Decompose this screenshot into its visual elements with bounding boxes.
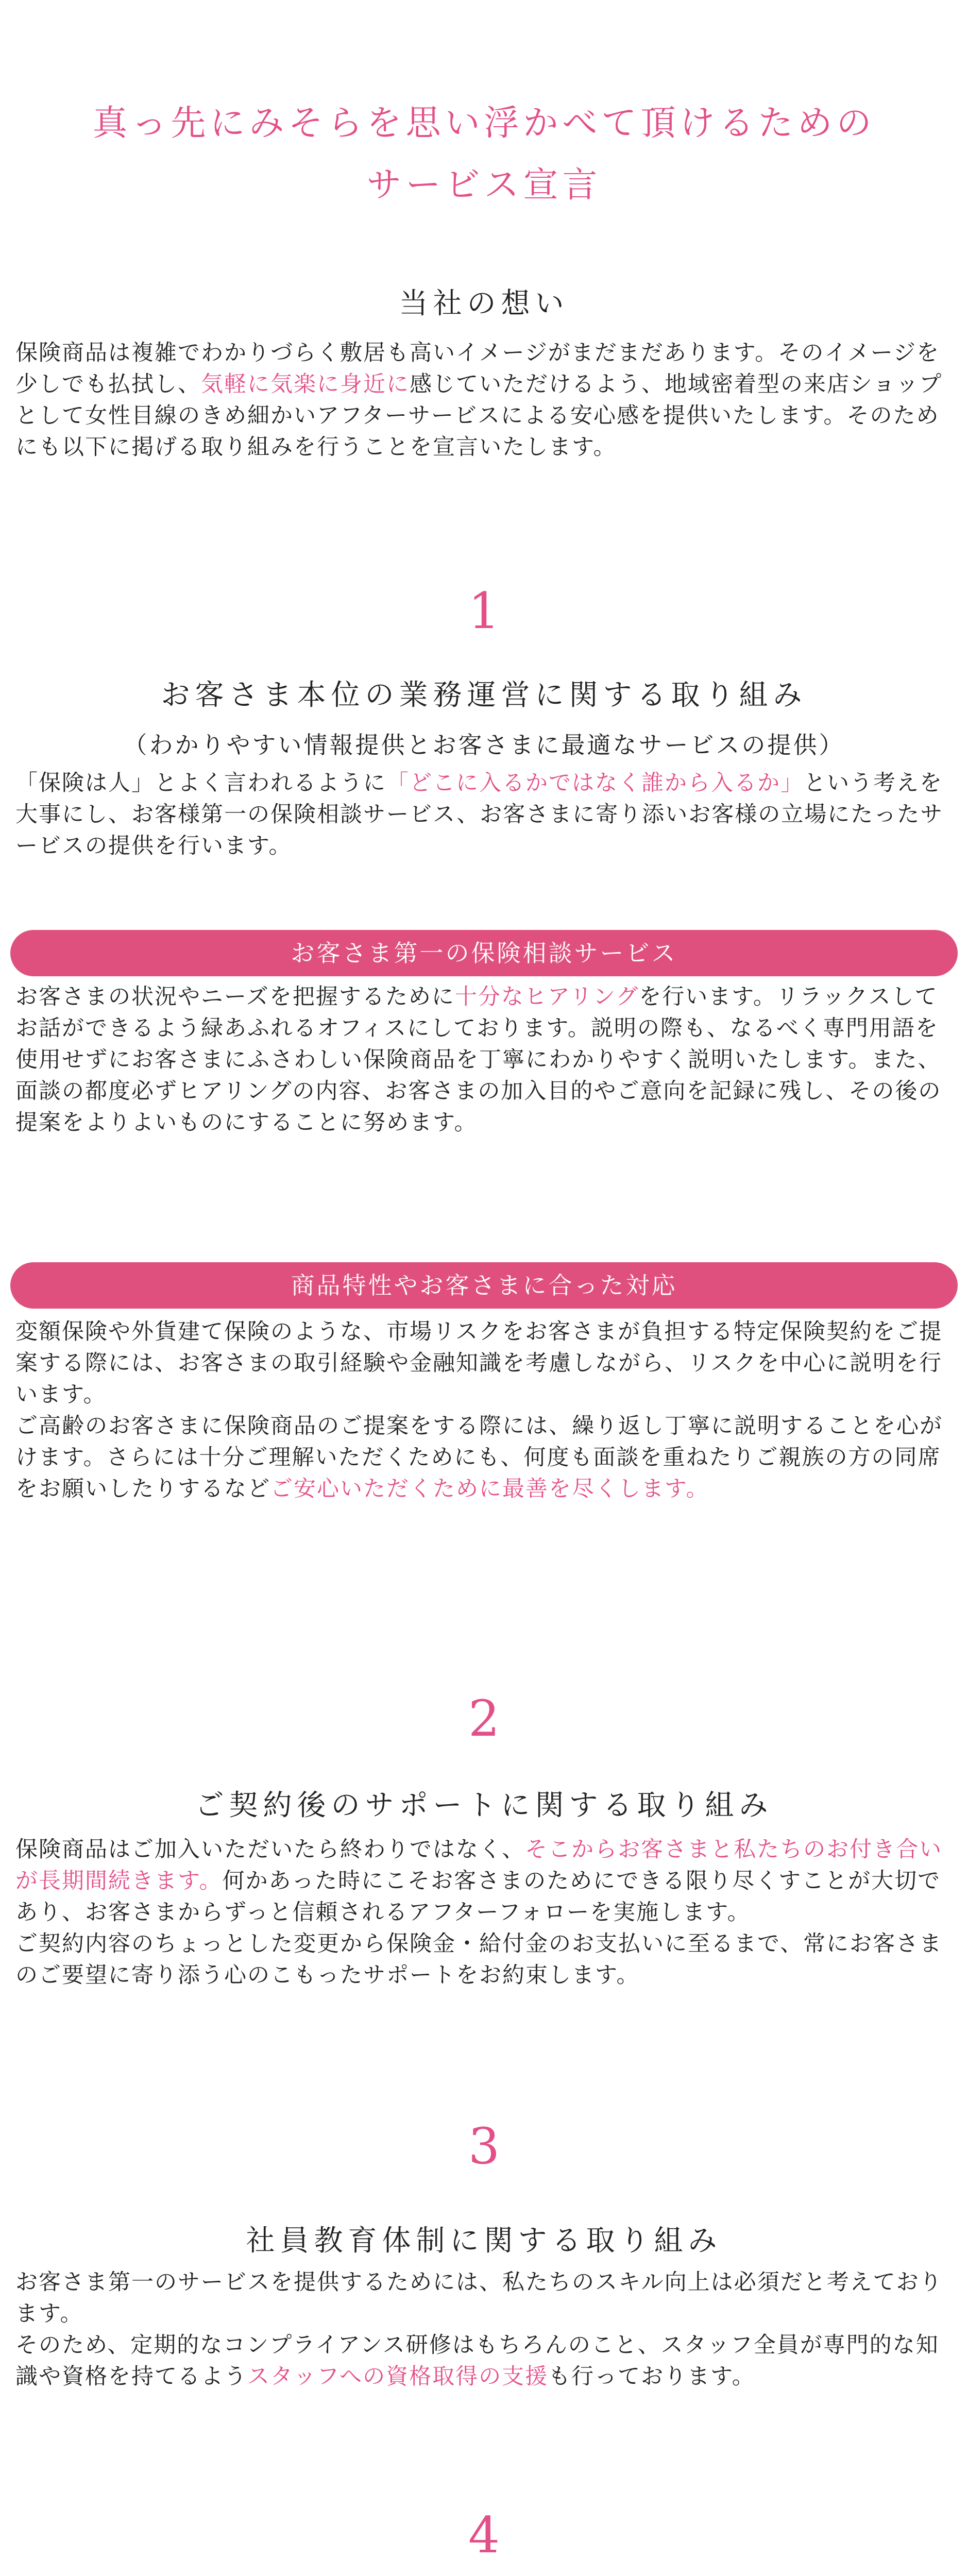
section-2-heading: ご契約後のサポートに関する取り組み xyxy=(195,1789,773,1822)
section-1-intro-a: 「保険は人」とよく言われるように xyxy=(15,770,386,796)
section-3-number: 3 xyxy=(468,2117,500,2175)
product-features-bar: 商品特性やお客さまに合った対応 xyxy=(10,1262,958,1309)
title-line-2: サービス宣言 xyxy=(366,165,602,206)
section-3-p2-a: そのため、定期的なコンプライアンス研修はもちろんのこと、スタッフ全員が専門的な知識や資格を持てるよう xyxy=(15,2332,939,2389)
product-features-p1: 変額保険や外貨建て保険のような、市場リスクをお客さまが負担する特定保険契約をご提案する際には、お客さまの取引経験や金融知識を考慮しながら、リスクを中心に説明を行います。 xyxy=(15,1319,943,1408)
customer-first-text xyxy=(15,981,950,1139)
section-1-intro xyxy=(15,768,950,862)
philosophy-text-b: 感じていただけるよう、地域密着型の来店ショップとして女性目線のきめ細かいアフターサービスによる安心感を提供いたします。そのためにも以下に掲げる取り組みを行うことを宣言いたします。 xyxy=(15,371,943,460)
section-1-intro-highlight: 「どこに入るかではなく誰から入るか」 xyxy=(386,770,804,796)
customer-first-bar: お客さま第一の保険相談サービス xyxy=(10,930,958,976)
section-3-heading: 社員教育体制に関する取り組み xyxy=(246,2224,722,2258)
section-2-p2: ご契約内容のちょっとした変更から保険金・給付金のお支払いに至るまで、常にお客さまのご要望に寄り添う心のこもったサポートをお約束します。 xyxy=(15,1931,943,1988)
philosophy-text-a: 保険商品は複雑でわかりづらく敷居も高いイメージがまだまだあります。そのイメージを少しでも払拭し、 xyxy=(15,340,940,397)
section-3-p1: お客さま第一のサービスを提供するためには、私たちのスキル向上は必須だと考えております。 xyxy=(15,2269,943,2327)
section-1-number: 1 xyxy=(468,582,500,640)
title-line-1: 真っ先にみそらを思い浮かべて頂けるための xyxy=(92,103,876,144)
section-1-intro-b: という考えを大事にし、お客様第一の保険相談サービス、お客さまに寄り添いお客様の立場にたったサービスの提供を行います。 xyxy=(15,770,944,859)
philosophy-heading: 当社の想い xyxy=(399,287,569,320)
section-1-heading: お客さま本位の業務運営に関する取り組み xyxy=(161,679,807,712)
section-2-p1-a: 保険商品はご加入いただいたら終わりではなく、 xyxy=(15,1837,525,1862)
section-2-highlight: そこからお客さまと私たちのお付き合いが長期間続きます。 xyxy=(15,1837,943,1894)
section-2-text xyxy=(15,1834,950,1991)
page-title xyxy=(0,93,968,216)
section-2-number: 2 xyxy=(468,1690,500,1748)
section-3-highlight: スタッフへの資格取得の支援 xyxy=(247,2364,549,2389)
section-4-number: 4 xyxy=(468,2506,500,2564)
customer-first-text-b: を行います。リラックスしてお話ができるよう緑あふれるオフィスにしております。説明の際も、なるべく専門用語を使用せずにお客さまにふさわしい保険商品を丁寧にわかりやすく説明いたします。また、面談の都度必ずヒアリングの内容、お客さまの加入目的やご意向を記録に残し、その後の提案をよりよいものにすることに努めます。 xyxy=(15,984,942,1136)
section-3-text xyxy=(15,2267,950,2393)
philosophy-text xyxy=(15,337,950,463)
section-3-p2-b: も行っております。 xyxy=(548,2364,755,2389)
product-features-text xyxy=(15,1316,950,1505)
section-2-p1-b: 何かあった時にこそお客さまのためにできる限り尽くすことが大切であり、お客さまからずっと信頼されるアフターフォローを実施します。 xyxy=(15,1868,941,1925)
product-features-p2-a: ご高齢のお客さまに保険商品のご提案をする際には、繰り返し丁寧に説明することを心がけます。さらには十分ご理解いただくためにも、何度も面談を重ねたりご親族の方の同席をお願いしたりするなど xyxy=(15,1413,943,1502)
customer-first-text-a: お客さまの状況やニーズを把握するために xyxy=(15,984,455,1010)
product-features-highlight: ご安心いただくために最善を尽くします。 xyxy=(270,1476,709,1502)
customer-first-highlight: 十分なヒアリング xyxy=(454,984,639,1010)
philosophy-highlight: 気軽に気楽に身近に xyxy=(201,371,410,397)
section-1-subheading: （わかりやすい情報提供とお客さまに最適なサービスの提供） xyxy=(123,731,845,759)
